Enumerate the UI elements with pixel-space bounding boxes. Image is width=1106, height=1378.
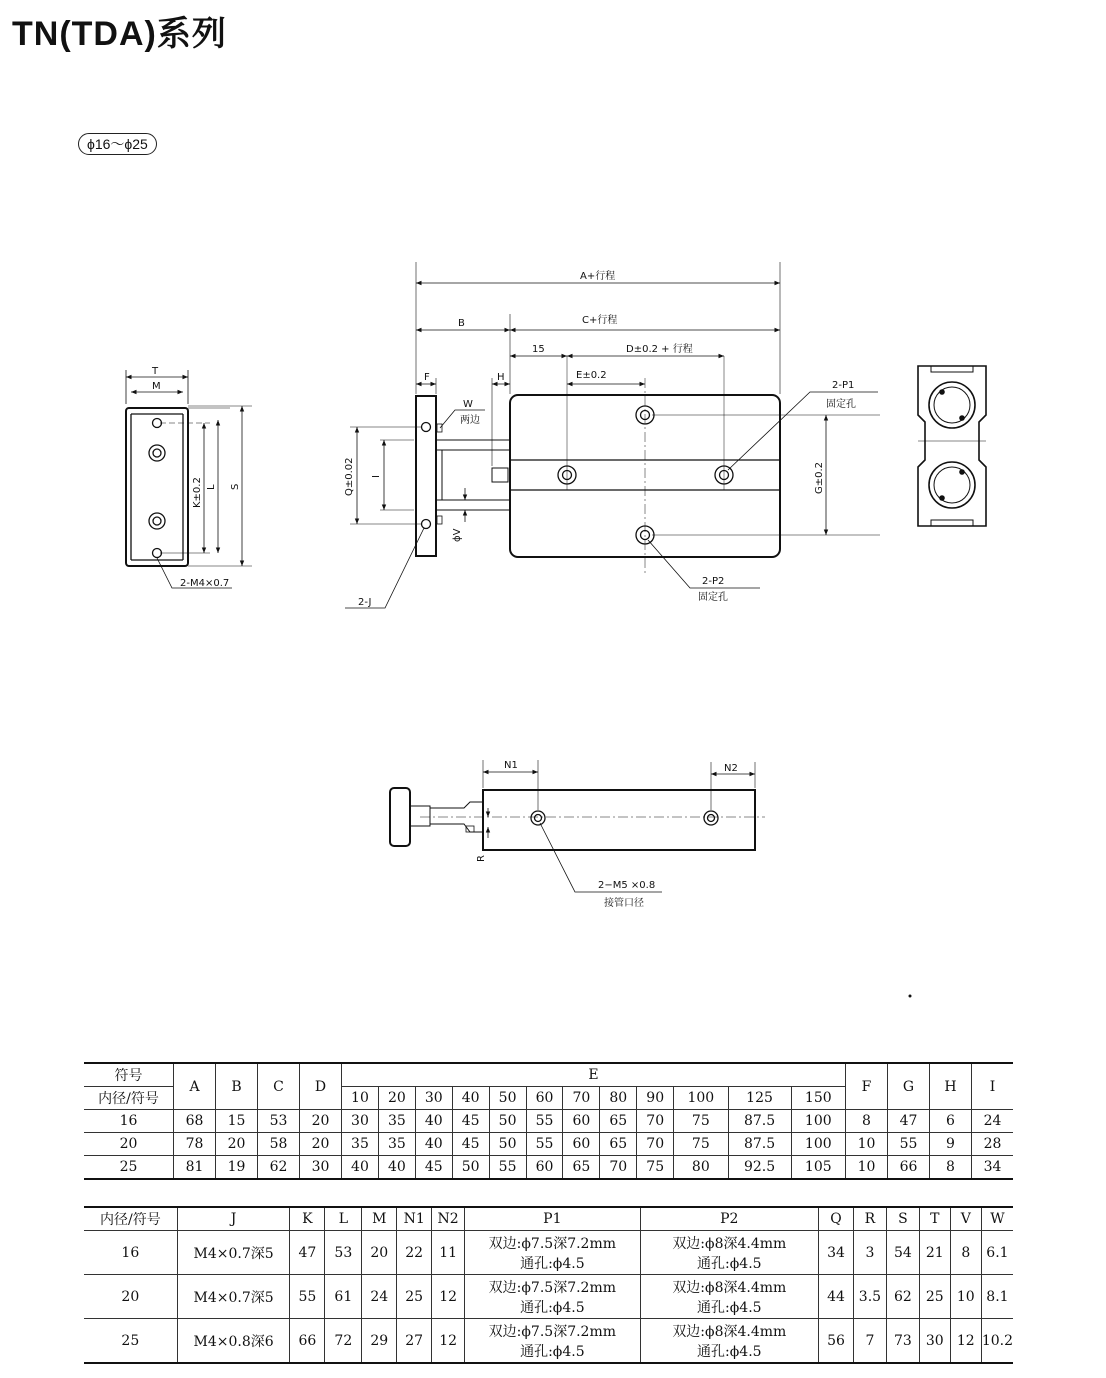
cell: 12 xyxy=(432,1275,465,1319)
dim-E-label: E±0.2 xyxy=(576,370,607,381)
cell: 8.1 xyxy=(981,1275,1013,1319)
cell-P1 xyxy=(465,1319,640,1364)
cell: 40 xyxy=(415,1133,452,1156)
cell: 30 xyxy=(342,1110,379,1133)
cell: 65 xyxy=(600,1133,637,1156)
cell: 8 xyxy=(930,1156,972,1180)
cell: 35 xyxy=(342,1133,379,1156)
cell: 24 xyxy=(362,1275,397,1319)
cell: 25 xyxy=(84,1156,174,1180)
cell: 6.1 xyxy=(981,1231,1013,1275)
cell: 62 xyxy=(886,1275,919,1319)
p1-line1: 双边:ϕ7.5深7.2mm xyxy=(488,1279,617,1296)
col-bore: 内径/符号 xyxy=(84,1207,177,1231)
dim-B-label: B xyxy=(458,318,465,329)
col-H: H xyxy=(930,1063,972,1110)
side-thread-label: 2-M4×0.7 xyxy=(180,578,230,589)
cell: 50 xyxy=(489,1110,526,1133)
cell: 3 xyxy=(853,1231,886,1275)
cell: 22 xyxy=(397,1231,432,1275)
E-stroke: 150 xyxy=(791,1087,845,1110)
bottom-port-note: 接管口径 xyxy=(604,898,644,909)
cell: 35 xyxy=(378,1110,415,1133)
cell: 40 xyxy=(415,1110,452,1133)
col-W: W xyxy=(981,1207,1013,1231)
cell: 20 xyxy=(362,1231,397,1275)
side-T-label: T xyxy=(152,366,159,377)
J-label: 2-J xyxy=(358,597,372,608)
p1-line1: 双边:ϕ7.5深7.2mm xyxy=(488,1235,617,1252)
cell: 10.2 xyxy=(981,1319,1013,1364)
cell: 50 xyxy=(452,1156,489,1180)
cell: 100 xyxy=(791,1133,845,1156)
cell: M4×0.7深5 xyxy=(177,1275,290,1319)
cell: 53 xyxy=(258,1110,300,1133)
cell: 44 xyxy=(819,1275,854,1319)
cell: 30 xyxy=(919,1319,950,1364)
cell: 80 xyxy=(674,1156,728,1180)
col-R: R xyxy=(853,1207,886,1231)
cell: 45 xyxy=(415,1156,452,1180)
cell: 8 xyxy=(950,1231,981,1275)
cell-P2 xyxy=(640,1231,818,1275)
cell: 66 xyxy=(290,1319,325,1364)
dimension-table-1 xyxy=(84,1062,1013,1180)
cell: M4×0.8深6 xyxy=(177,1319,290,1364)
cell: 35 xyxy=(378,1133,415,1156)
bottom-R-label: R xyxy=(476,855,487,862)
cell: 60 xyxy=(563,1110,600,1133)
dim-15-label: 15 xyxy=(532,344,545,355)
front-view xyxy=(345,262,880,608)
E-stroke: 60 xyxy=(526,1087,563,1110)
col-N2: N2 xyxy=(432,1207,465,1231)
side-M-label: M xyxy=(152,381,161,392)
P2-note: 固定孔 xyxy=(698,592,728,603)
p2-line2: 通孔:ϕ4.5 xyxy=(697,1299,762,1316)
col-Q: Q xyxy=(819,1207,854,1231)
cell: 100 xyxy=(791,1110,845,1133)
table-row xyxy=(84,1231,1013,1275)
cell: 16 xyxy=(84,1110,174,1133)
E-stroke: 90 xyxy=(637,1087,674,1110)
cell: 12 xyxy=(432,1319,465,1364)
header-symbol: 符号 xyxy=(84,1063,174,1087)
cell: 40 xyxy=(342,1156,379,1180)
cell: 8 xyxy=(846,1110,888,1133)
col-B: B xyxy=(216,1063,258,1110)
col-J: J xyxy=(177,1207,290,1231)
bottom-view xyxy=(390,760,765,892)
cell: 40 xyxy=(378,1156,415,1180)
E-stroke: 50 xyxy=(489,1087,526,1110)
cell: 3.5 xyxy=(853,1275,886,1319)
P2-label: 2-P2 xyxy=(702,576,725,587)
E-stroke: 30 xyxy=(415,1087,452,1110)
col-C: C xyxy=(258,1063,300,1110)
E-stroke: 10 xyxy=(342,1087,379,1110)
dim-F-label: F xyxy=(424,372,430,383)
col-F: F xyxy=(846,1063,888,1110)
cell: 19 xyxy=(216,1156,258,1180)
cell: 27 xyxy=(397,1319,432,1364)
col-V: V xyxy=(950,1207,981,1231)
cell: 20 xyxy=(216,1133,258,1156)
cell: 10 xyxy=(950,1275,981,1319)
cell: 6 xyxy=(930,1110,972,1133)
cell: 53 xyxy=(325,1231,362,1275)
side-S-label: S xyxy=(230,483,241,490)
cell: 9 xyxy=(930,1133,972,1156)
cell: 75 xyxy=(674,1110,728,1133)
cell: 65 xyxy=(600,1110,637,1133)
E-stroke: 80 xyxy=(600,1087,637,1110)
cell: 16 xyxy=(84,1231,177,1275)
cell: 25 xyxy=(397,1275,432,1319)
cell: 20 xyxy=(300,1110,342,1133)
col-G: G xyxy=(888,1063,930,1110)
cell: 61 xyxy=(325,1275,362,1319)
cell: 15 xyxy=(216,1110,258,1133)
cell-P1 xyxy=(465,1231,640,1275)
cell: 72 xyxy=(325,1319,362,1364)
p1-line2: 通孔:ϕ4.5 xyxy=(520,1343,585,1360)
p1-line1: 双边:ϕ7.5深7.2mm xyxy=(488,1323,617,1340)
bottom-N1-label: N1 xyxy=(504,760,518,771)
cell: 47 xyxy=(290,1231,325,1275)
P1-note: 固定孔 xyxy=(826,399,856,410)
E-stroke: 40 xyxy=(452,1087,489,1110)
cell: 70 xyxy=(600,1156,637,1180)
col-I: I xyxy=(972,1063,1014,1110)
bottom-port-label: 2−M5 ×0.8 xyxy=(598,880,656,891)
cell: M4×0.7深5 xyxy=(177,1231,290,1275)
cell-P1 xyxy=(465,1275,640,1319)
p2-line1: 双边:ϕ8深4.4mm xyxy=(672,1323,787,1340)
cell: 25 xyxy=(919,1275,950,1319)
E-stroke: 20 xyxy=(378,1087,415,1110)
cell: 60 xyxy=(563,1133,600,1156)
cell: 60 xyxy=(526,1156,563,1180)
cell: 45 xyxy=(452,1133,489,1156)
cell: 56 xyxy=(819,1319,854,1364)
col-K: K xyxy=(290,1207,325,1231)
col-T: T xyxy=(919,1207,950,1231)
p2-line1: 双边:ϕ8深4.4mm xyxy=(672,1235,787,1252)
cell: 54 xyxy=(886,1231,919,1275)
side-K-label: K±0.2 xyxy=(192,477,203,508)
p1-line2: 通孔:ϕ4.5 xyxy=(520,1255,585,1272)
E-stroke: 125 xyxy=(728,1087,791,1110)
dim-W-label: W xyxy=(463,399,473,410)
dim-W-note: 两边 xyxy=(460,415,480,426)
cell: 50 xyxy=(489,1133,526,1156)
cell: 20 xyxy=(300,1133,342,1156)
E-stroke: 70 xyxy=(563,1087,600,1110)
cell: 20 xyxy=(84,1275,177,1319)
side-L-label: L xyxy=(206,484,217,490)
cell: 29 xyxy=(362,1319,397,1364)
cell: 30 xyxy=(300,1156,342,1180)
dim-Q-label: Q±0.02 xyxy=(344,457,355,496)
bore-range-badge: ϕ16～ϕ25 xyxy=(78,133,157,155)
col-M: M xyxy=(362,1207,397,1231)
cell: 105 xyxy=(791,1156,845,1180)
dim-D-label: D±0.2 + 行程 xyxy=(626,344,693,355)
cell: 45 xyxy=(452,1110,489,1133)
dim-G-label: G±0.2 xyxy=(814,461,825,494)
cell: 24 xyxy=(972,1110,1014,1133)
table-row xyxy=(84,1133,1013,1156)
dim-H-label: H xyxy=(497,372,505,383)
cell: 68 xyxy=(174,1110,216,1133)
cell: 34 xyxy=(972,1156,1014,1180)
cell: 55 xyxy=(290,1275,325,1319)
cell: 47 xyxy=(888,1110,930,1133)
cell: 11 xyxy=(432,1231,465,1275)
cell: 55 xyxy=(526,1110,563,1133)
cell: 7 xyxy=(853,1319,886,1364)
cell: 66 xyxy=(888,1156,930,1180)
cell: 70 xyxy=(637,1133,674,1156)
dim-C-label: C+行程 xyxy=(582,315,618,326)
dim-I-label: I xyxy=(371,475,382,478)
col-A: A xyxy=(174,1063,216,1110)
cell: 78 xyxy=(174,1133,216,1156)
cell: 12 xyxy=(950,1319,981,1364)
col-P1: P1 xyxy=(465,1207,640,1231)
cell: 10 xyxy=(846,1156,888,1180)
cell: 28 xyxy=(972,1133,1014,1156)
page-title: TN(TDA)系列 xyxy=(12,15,227,53)
cell: 73 xyxy=(886,1319,919,1364)
col-D: D xyxy=(300,1063,342,1110)
table-row xyxy=(84,1156,1013,1180)
side-view xyxy=(126,370,252,588)
cell: 62 xyxy=(258,1156,300,1180)
table-row xyxy=(84,1110,1013,1133)
dimension-table-2 xyxy=(84,1206,1013,1364)
cell: 25 xyxy=(84,1319,177,1364)
cell: 75 xyxy=(674,1133,728,1156)
header-bore: 内径/符号 xyxy=(84,1087,174,1110)
cell: 75 xyxy=(637,1156,674,1180)
cell: 87.5 xyxy=(728,1133,791,1156)
dim-A-label: A+行程 xyxy=(580,271,616,282)
cell: 34 xyxy=(819,1231,854,1275)
cell: 92.5 xyxy=(728,1156,791,1180)
E-stroke: 100 xyxy=(674,1087,728,1110)
cell: 55 xyxy=(526,1133,563,1156)
P1-label: 2-P1 xyxy=(832,380,855,391)
table-row xyxy=(84,1319,1013,1364)
p2-line2: 通孔:ϕ4.5 xyxy=(697,1343,762,1360)
p2-line2: 通孔:ϕ4.5 xyxy=(697,1255,762,1272)
cell: 87.5 xyxy=(728,1110,791,1133)
p1-line2: 通孔:ϕ4.5 xyxy=(520,1299,585,1316)
cell: 81 xyxy=(174,1156,216,1180)
cell: 70 xyxy=(637,1110,674,1133)
p2-line1: 双边:ϕ8深4.4mm xyxy=(672,1279,787,1296)
end-view xyxy=(918,366,986,526)
dim-V-label: ϕV xyxy=(452,528,463,542)
table-row xyxy=(84,1275,1013,1319)
col-P2: P2 xyxy=(640,1207,818,1231)
cell: 20 xyxy=(84,1133,174,1156)
cell-P2 xyxy=(640,1275,818,1319)
col-E: E xyxy=(342,1063,846,1087)
cell: 55 xyxy=(888,1133,930,1156)
cell: 55 xyxy=(489,1156,526,1180)
cell: 65 xyxy=(563,1156,600,1180)
col-L: L xyxy=(325,1207,362,1231)
bottom-N2-label: N2 xyxy=(724,763,738,774)
cell: 58 xyxy=(258,1133,300,1156)
col-N1: N1 xyxy=(397,1207,432,1231)
cell: 21 xyxy=(919,1231,950,1275)
cell-P2 xyxy=(640,1319,818,1364)
cell: 10 xyxy=(846,1133,888,1156)
col-S: S xyxy=(886,1207,919,1231)
